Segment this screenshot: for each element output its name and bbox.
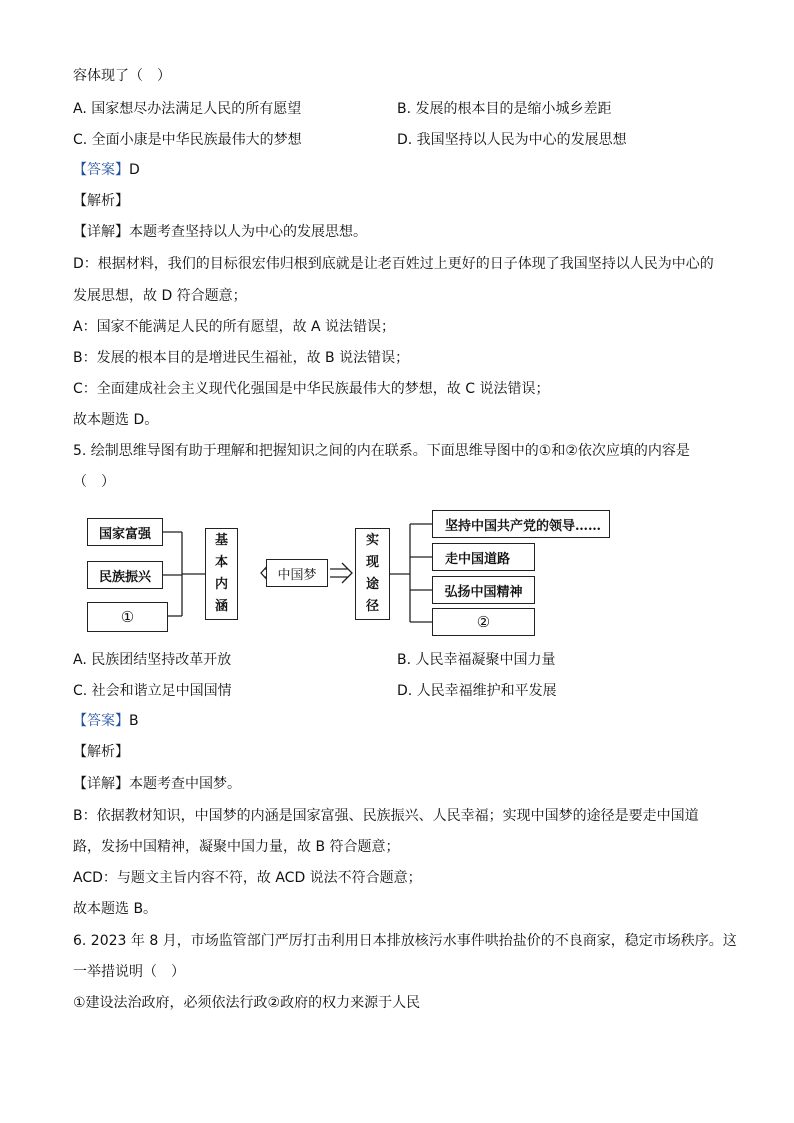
- q5-analysis-tag: 【解析】: [73, 744, 129, 760]
- q5-option-a: A. 民族团结坚持改革开放: [73, 652, 232, 668]
- q4-explain-line: B：发展的根本目的是增进民生福祉，故 B 说法错误；: [73, 350, 410, 366]
- node-chinese-dream: 中国梦: [266, 559, 328, 587]
- q5-answer: [73, 712, 139, 730]
- q5-explain-line: 路，发扬中国精神，凝聚中国力量，故 B 符合题意；: [73, 839, 400, 855]
- q4-analysis-tag: 【解析】: [73, 193, 129, 209]
- q4-explain-line: A：国家不能满足人民的所有愿望，故 A 说法错误；: [73, 319, 396, 335]
- q5-explain-line: B：依据教材知识，中国梦的内涵是国家富强、民族振兴、人民幸福；实现中国梦的途径是要走中国道: [73, 808, 699, 824]
- node-chinese-spirit: 弘扬中国精神: [432, 576, 535, 604]
- q4-option-b: B. 发展的根本目的是缩小城乡差距: [397, 101, 612, 117]
- node-national-prosperity: 国家富强: [87, 518, 163, 546]
- q5-option-c: C. 社会和谐立足中国国情: [73, 683, 232, 699]
- q5-option-d: D. 人民幸福维护和平发展: [397, 683, 557, 699]
- connotation-char: 内: [214, 577, 228, 592]
- detail-intro: 本题考查中国梦。: [129, 776, 241, 792]
- q4-explain-line: C：全面建成社会主义现代化强国是中华民族最伟大的梦想，故 C 说法错误；: [73, 381, 550, 397]
- path-char: 现: [365, 555, 379, 570]
- q6-stem-cont: 一举措说明（ ）: [73, 964, 185, 980]
- q4-option-a: A. 国家想尽办法满足人民的所有愿望: [73, 101, 302, 117]
- path-char: 径: [365, 599, 379, 614]
- q5-option-b: B. 人民幸福凝聚中国力量: [397, 652, 556, 668]
- q4-explain-line: 发展思想，故 D 符合题意；: [73, 288, 247, 304]
- q5-detail: [73, 775, 241, 793]
- path-char: 实: [365, 533, 379, 548]
- answer-tag: 【答案】: [73, 162, 129, 178]
- answer-tag: 【答案】: [73, 713, 129, 729]
- connotation-char: 基: [214, 533, 228, 548]
- q4-stem-tail: 容体现了（ ）: [73, 68, 171, 84]
- q4-option-c: C. 全面小康是中华民族最伟大的梦想: [73, 132, 302, 148]
- q5-explain-line: ACD：与题文主旨内容不符，故 ACD 说法不符合题意；: [73, 870, 422, 886]
- node-national-rejuvenation: 民族振兴: [87, 561, 163, 589]
- q4-explain-line: 故本题选 D。: [73, 412, 159, 428]
- q6-statements: ①建设法治政府，必须依法行政②政府的权力来源于人民: [73, 995, 421, 1011]
- connotation-char: 本: [214, 555, 228, 570]
- node-party-leadership: 坚持中国共产党的领导……: [432, 510, 610, 538]
- q5-stem: 5. 绘制思维导图有助于理解和把握知识之间的内在联系。下面思维导图中的①和②依次应填的内容是: [73, 443, 690, 459]
- answer-value: D: [129, 162, 140, 178]
- connotation-char: 涵: [214, 599, 228, 614]
- detail-tag: 【详解】: [73, 776, 129, 792]
- q5-explain-line: 故本题选 B。: [73, 901, 158, 917]
- detail-intro: 本题考查坚持以人为中心的发展思想。: [129, 224, 367, 240]
- node-chinese-road: 走中国道路: [432, 543, 535, 571]
- q5-stem-blank: （ ）: [73, 474, 115, 490]
- q6-stem: 6. 2023 年 8 月，市场监管部门严厉打击利用日本排放核污水事件哄抬盐价的不良商家，稳定市场秩序。这: [73, 933, 737, 949]
- node-basic-connotation: [205, 528, 238, 620]
- q4-option-d: D. 我国坚持以人民为中心的发展思想: [397, 132, 627, 148]
- node-blank-2: ②: [432, 608, 535, 636]
- answer-value: B: [129, 713, 139, 729]
- path-char: 途: [365, 577, 379, 592]
- detail-tag: 【详解】: [73, 224, 129, 240]
- q4-explain-line: D：根据材料，我们的目标很宏伟归根到底就是让老百姓过上更好的日子体现了我国坚持以人民为中心的: [73, 256, 714, 272]
- node-realization-path: [355, 528, 390, 620]
- node-blank-1: ①: [87, 602, 168, 632]
